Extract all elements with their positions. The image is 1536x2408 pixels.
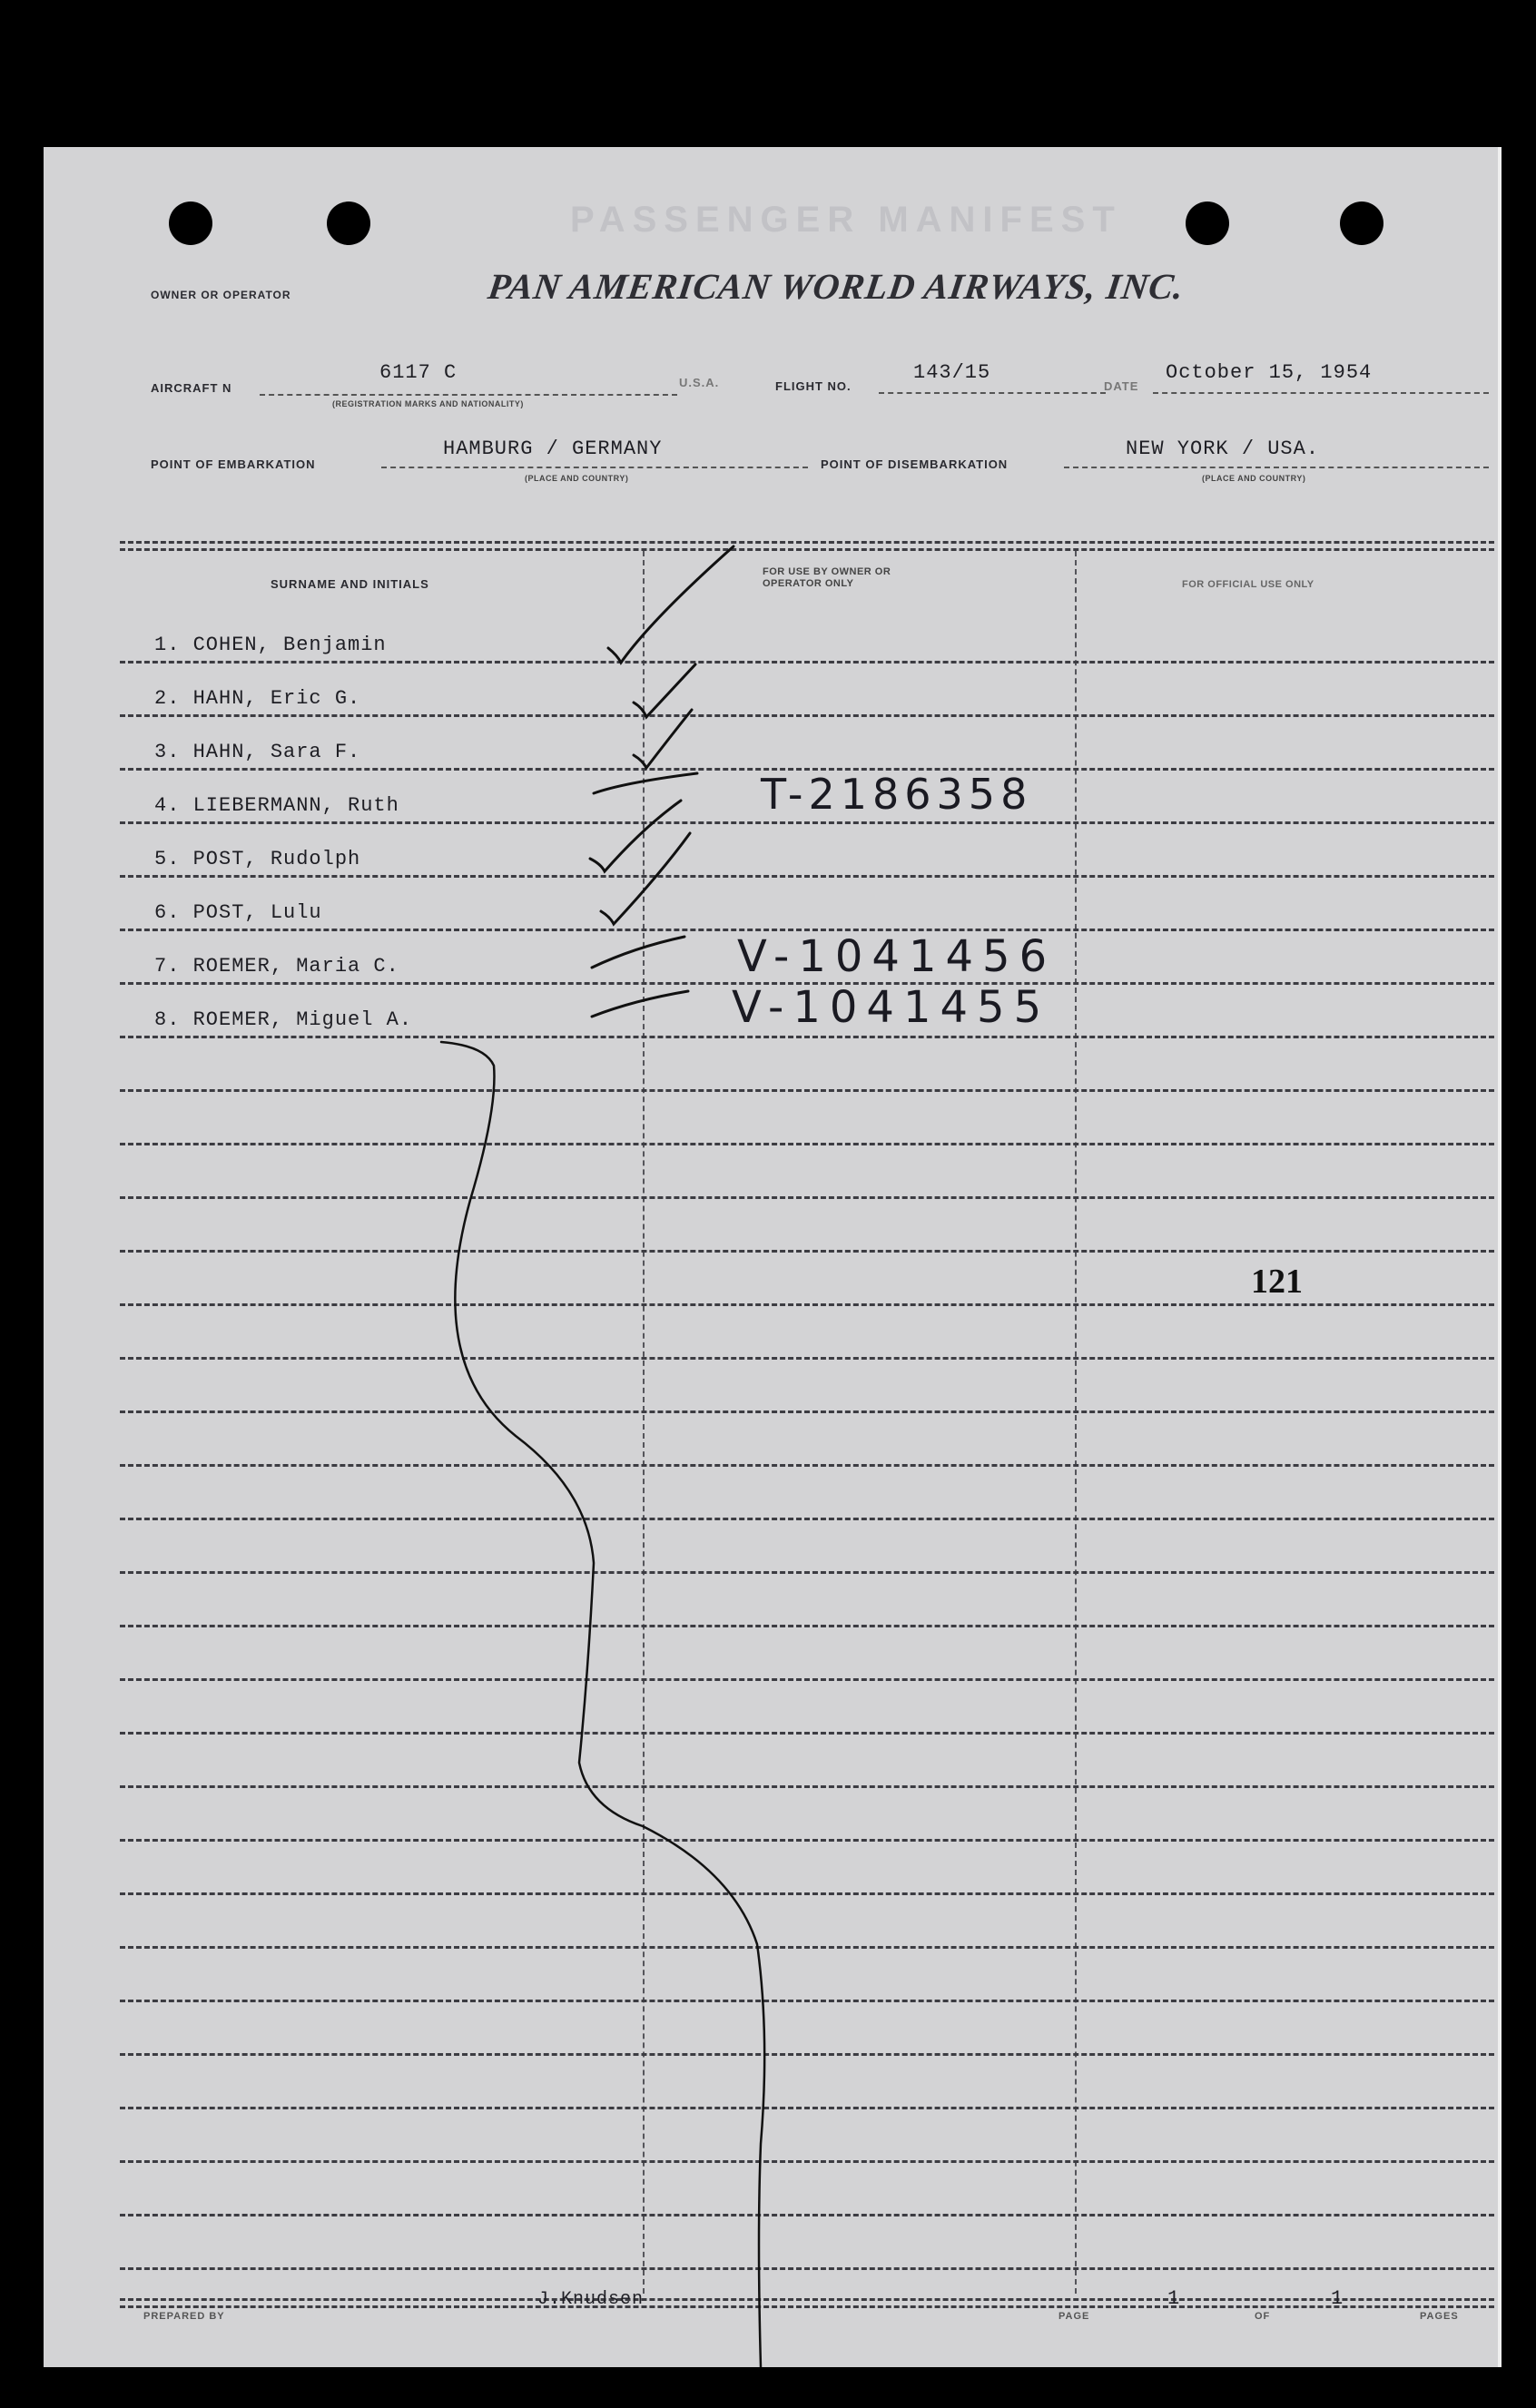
row-rule bbox=[120, 1785, 1494, 1788]
row-rule bbox=[120, 2053, 1494, 2056]
row-rule bbox=[120, 875, 1494, 878]
row-rule bbox=[120, 1518, 1494, 1520]
flight-field-line bbox=[879, 392, 1106, 394]
visa-number: T-2186358 bbox=[761, 770, 1033, 819]
embark-note: (PLACE AND COUNTRY) bbox=[525, 474, 629, 483]
connector-line bbox=[441, 1042, 764, 2367]
official-number: 121 bbox=[1251, 1263, 1303, 1301]
embark-value: HAMBURG / GERMANY bbox=[443, 437, 663, 460]
table-bottom-rule bbox=[120, 2305, 1494, 2308]
row-rule bbox=[120, 2160, 1494, 2163]
check-mark-icon bbox=[601, 833, 690, 924]
embark-field-line bbox=[381, 467, 808, 468]
column-separator bbox=[1075, 551, 1077, 2294]
row-rule bbox=[120, 1678, 1494, 1681]
table-top-rule bbox=[120, 548, 1494, 551]
table-bottom-rule bbox=[120, 2298, 1494, 2301]
check-mark-icon bbox=[592, 991, 688, 1017]
usa-label: U.S.A. bbox=[679, 376, 720, 389]
passenger-entry: 7. ROEMER, Maria C. bbox=[154, 955, 399, 978]
row-rule bbox=[120, 714, 1494, 717]
date-value: October 15, 1954 bbox=[1166, 361, 1373, 384]
of-value: 1 bbox=[1331, 2287, 1344, 2310]
page-value: 1 bbox=[1167, 2287, 1181, 2310]
date-label: DATE bbox=[1104, 379, 1139, 393]
of-label: OF bbox=[1255, 2311, 1271, 2322]
aircraft-note: (REGISTRATION MARKS AND NATIONALITY) bbox=[332, 399, 524, 408]
row-rule bbox=[120, 661, 1494, 663]
row-rule bbox=[120, 1303, 1494, 1306]
passenger-entry: 2. HAHN, Eric G. bbox=[154, 687, 361, 710]
prepared-label: PREPARED BY bbox=[143, 2311, 225, 2322]
flight-label: FLIGHT NO. bbox=[775, 379, 852, 393]
check-mark-icon bbox=[590, 801, 681, 871]
owner-label: OWNER OR OPERATOR bbox=[151, 289, 291, 301]
row-rule bbox=[120, 2107, 1494, 2109]
row-rule bbox=[120, 1625, 1494, 1627]
row-rule bbox=[120, 2267, 1494, 2270]
aircraft-label: AIRCRAFT N bbox=[151, 381, 232, 395]
disembark-note: (PLACE AND COUNTRY) bbox=[1202, 474, 1306, 483]
row-rule bbox=[120, 1357, 1494, 1360]
passenger-entry: 6. POST, Lulu bbox=[154, 901, 322, 924]
company-name: PAN AMERICAN WORLD AIRWAYS, INC. bbox=[485, 266, 1187, 307]
column-header-owner-use: FOR USE BY OWNER OR OPERATOR ONLY bbox=[763, 566, 891, 589]
row-rule bbox=[120, 2214, 1494, 2216]
row-rule bbox=[120, 1464, 1494, 1467]
row-rule bbox=[120, 1410, 1494, 1413]
row-rule bbox=[120, 821, 1494, 824]
check-mark-icon bbox=[594, 773, 697, 793]
disembark-value: NEW YORK / USA. bbox=[1126, 437, 1320, 460]
row-rule bbox=[120, 1732, 1494, 1735]
row-rule bbox=[120, 1892, 1494, 1895]
visa-number: V-1041456 bbox=[737, 931, 1057, 982]
disembark-field-line bbox=[1064, 467, 1489, 468]
form-title: PASSENGER MANIFEST bbox=[570, 200, 1122, 240]
row-rule bbox=[120, 1089, 1494, 1092]
page-label: PAGE bbox=[1058, 2311, 1090, 2322]
column-separator bbox=[643, 551, 645, 2294]
table-top-rule bbox=[120, 541, 1494, 544]
row-rule bbox=[120, 1036, 1494, 1038]
check-mark-icon bbox=[608, 546, 734, 663]
column-header-names: SURNAME AND INITIALS bbox=[271, 577, 429, 591]
punch-hole bbox=[169, 201, 212, 245]
aircraft-field-line bbox=[260, 394, 677, 396]
passenger-entry: 5. POST, Rudolph bbox=[154, 848, 361, 870]
passenger-entry: 4. LIEBERMANN, Ruth bbox=[154, 794, 399, 817]
passenger-entry: 8. ROEMER, Miguel A. bbox=[154, 1008, 413, 1031]
disembark-label: POINT OF DISEMBARKATION bbox=[821, 457, 1009, 471]
aircraft-value: 6117 C bbox=[379, 361, 458, 384]
prepared-value: J.Knudsen bbox=[537, 2289, 645, 2310]
passenger-entry: 1. COHEN, Benjamin bbox=[154, 634, 387, 656]
row-rule bbox=[120, 1571, 1494, 1574]
row-rule bbox=[120, 1839, 1494, 1842]
column-header-official-use: FOR OFFICIAL USE ONLY bbox=[1182, 579, 1314, 590]
pages-label: PAGES bbox=[1420, 2311, 1459, 2322]
row-rule bbox=[120, 1946, 1494, 1949]
check-mark-icon bbox=[592, 937, 684, 968]
row-rule bbox=[120, 2000, 1494, 2002]
flight-value: 143/15 bbox=[913, 361, 991, 384]
date-field-line bbox=[1153, 392, 1489, 394]
punch-hole bbox=[1186, 201, 1229, 245]
punch-hole bbox=[1340, 201, 1383, 245]
passenger-entry: 3. HAHN, Sara F. bbox=[154, 741, 361, 763]
embark-label: POINT OF EMBARKATION bbox=[151, 457, 316, 471]
manifest-sheet bbox=[44, 147, 1502, 2367]
row-rule bbox=[120, 1143, 1494, 1145]
punch-hole bbox=[327, 201, 370, 245]
visa-number: V-1041455 bbox=[732, 982, 1051, 1033]
row-rule bbox=[120, 1250, 1494, 1253]
row-rule bbox=[120, 1196, 1494, 1199]
